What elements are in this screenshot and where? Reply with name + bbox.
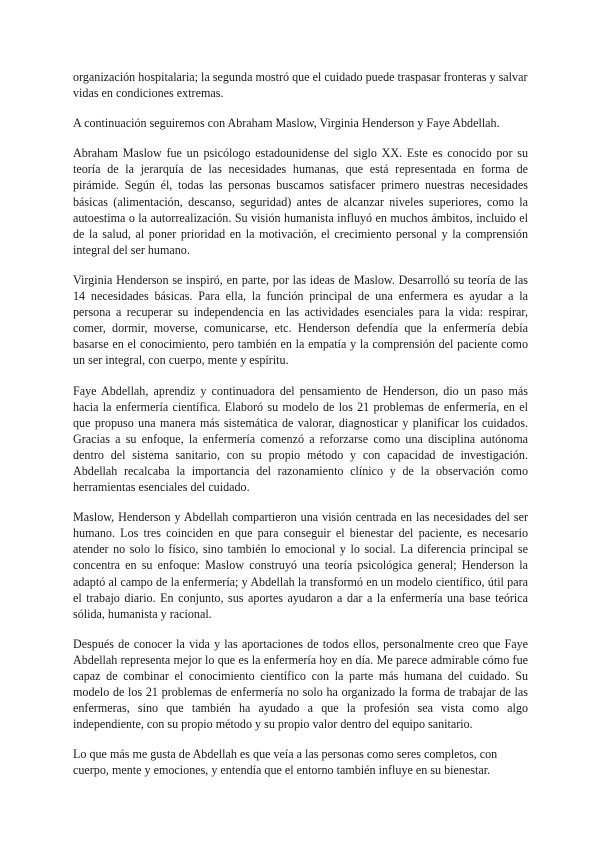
paragraph-hospital-organization: organización hospitalaria; la segunda mostró que el cuidado puede traspasar fronteras y salvar vidas en condiciones extremas. [73, 70, 528, 101]
paragraph-intro-theorists: A continuación seguiremos con Abraham Maslow, Virginia Henderson y Faye Abdellah. [73, 116, 500, 131]
paragraph-maslow: Abraham Maslow fue un psicólogo estadounidense del siglo XX. Este es conocido por su teoría de la jerarquía de las necesidades humanas, que está representada en forma de pirámide. Según él, todas las personas buscamos satisfacer primero nuestras necesidades básicas (alimentación, descanso, seguridad) antes de alcanzar niveles superiores, como la autoestima o la autorrealización. Su visión humanista influyó en muchos ámbitos, incluido el de la salud, al poner prioridad en la motivación, el crecimiento personal y la comprensión integral del ser humano. [73, 146, 528, 257]
document-body [73, 69, 528, 793]
paragraph-closing: Lo que más me gusta de Abdellah es que veía a las personas como seres completos, con cuerpo, mente y emociones, y entendía que el entorno también influye en su bienestar. [73, 747, 498, 778]
paragraph-henderson: Virginia Henderson se inspiró, en parte, por las ideas de Maslow. Desarrolló su teoría de las 14 necesidades básicas. Para ella, la función principal de una enfermera es ayudar a la persona a recuperar su independencia en las actividades esenciales para la vida: respirar, comer, dormir, moverse, comunicarse, etc. Henderson defendía que la enfermería debía basarse en el conocimiento, pero también en la empatía y la comprensión del paciente como un ser integral, con cuerpo, mente y espíritu. [73, 272, 528, 368]
paragraph-abdellah: Faye Abdellah, aprendiz y continuadora del pensamiento de Henderson, dio un paso más hacia la enfermería científica. Elaboró su modelo de los 21 problemas de enfermería, en el que propuso una manera más sistemática de valorar, diagnosticar y planificar los cuidados. Gracias a su enfoque, la enfermería comenzó a reforzarse como una disciplina autónoma dentro del sistema sanitario, con su propio método y con capacidad de investigación. Abdellah recalcaba la importancia del razonamiento clínico y de la observación como herramientas esenciales del cuidado. [73, 383, 528, 495]
paragraph-personal-opinion: Después de conocer la vida y las aportaciones de todos ellos, personalmente creo que Faye Abdellah representa mejor lo que es la enfermería hoy en día. Me parece admirable cómo fue capaz de combinar el conocimiento científico con la parte más humana del cuidado. Su modelo de los 21 problemas de enfermería no solo ha organizado la forma de trabajar de las enfermeras, sino que también ha ayudado a que la profesión sea vista como algo independiente, con su propio método y su propio valor dentro del equipo sanitario. [73, 636, 528, 732]
paragraph-comparison: Maslow, Henderson y Abdellah compartieron una visión centrada en las necesidades del ser humano. Los tres coinciden en que para conseguir el bienestar del paciente, es necesario atender no solo lo físico, sino también lo emocional y lo social. La diferencia principal se concentra en su enfoque: Maslow construyó una teoría psicológica general; Henderson la adaptó al campo de la enfermería; y Abdellah la transformó en un modelo científico, útil para el trabajo diario. En conjunto, sus aportes ayudaron a dar a la enfermería una base teórica sólida, humanista y racional. [73, 510, 528, 621]
